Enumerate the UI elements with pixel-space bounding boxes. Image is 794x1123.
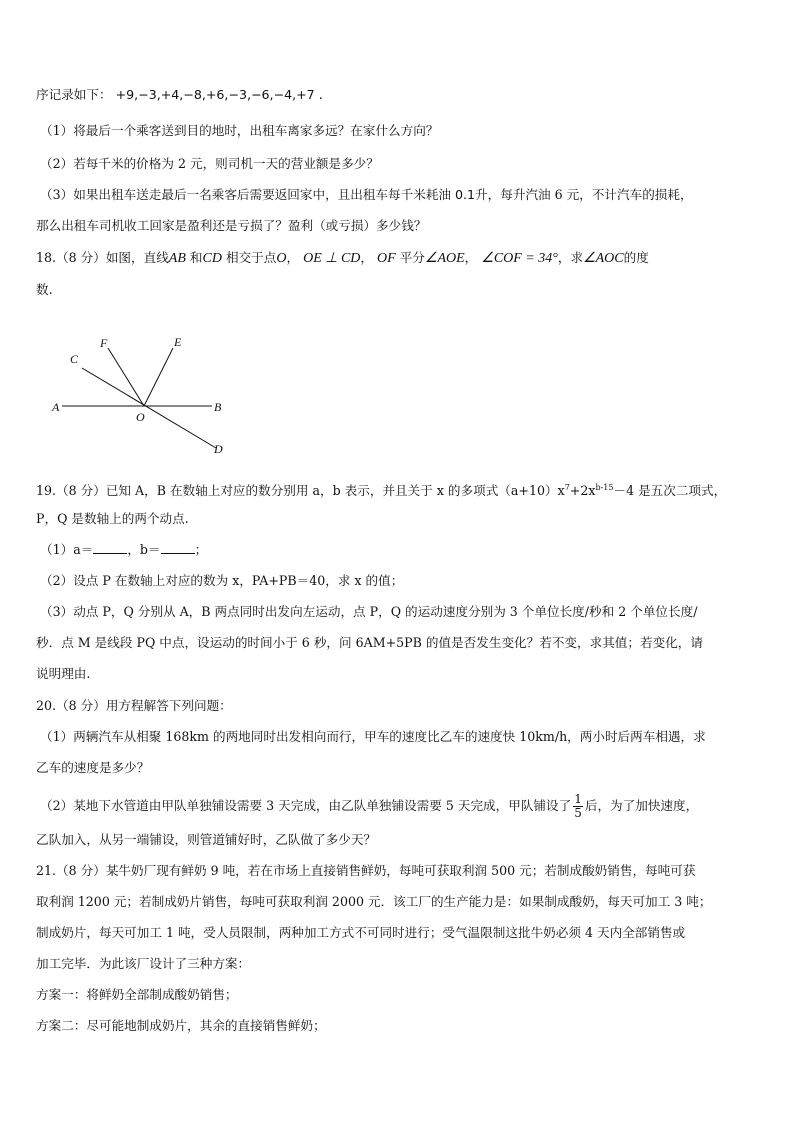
q21-plan2: 方案二：尽可能地制成奶片，其余的直接销售鲜奶； <box>36 1018 326 1033</box>
label-d: D <box>214 442 223 455</box>
label-o: O <box>136 410 145 424</box>
q18-head: 18.（8 分）如图，直线 <box>36 250 169 265</box>
label-e: E <box>174 335 182 349</box>
q19-l3c: ； <box>194 542 208 557</box>
q19-l1c: －4 是五次二项式， <box>613 483 727 499</box>
q17-part3-value: 0.1 <box>455 187 476 202</box>
q19-part3-end: 说明理由. <box>36 666 91 681</box>
q17-part1: （1）将最后一个乘客送到目的地时，出租车离家多远？在家什么方向？ <box>40 123 439 138</box>
q18-cd: CD <box>202 251 222 266</box>
q20-part1-cont: 乙车的速度是多少？ <box>36 760 150 775</box>
q18-angle-aoc: ∠AOC <box>583 251 624 266</box>
q17-part3-cont: 那么出租车司机收工回家是盈利还是亏损了？盈利（或亏损）多少钱？ <box>36 218 427 233</box>
q17-part3 <box>40 186 758 204</box>
q17-part3-b: 升，每升汽油 6 元，不计汽车的损耗， <box>475 187 693 202</box>
label-c: C <box>70 352 79 366</box>
q18-angle-aoe: ∠AOE <box>424 251 465 266</box>
q18-meet: 相交于点 <box>225 250 277 265</box>
q20-l3a: （2）某地下水管道由甲队单独铺设需要 3 天完成，由乙队单独铺设需要 5 天完成，甲队铺设了 <box>40 798 572 813</box>
q20-part2 <box>40 790 758 822</box>
q18-and: 和 <box>189 250 203 265</box>
q19-statement <box>36 479 758 500</box>
fraction-one-fifth <box>573 793 583 820</box>
q20-part2-cont: 乙队加入，从另一端铺设，则管道铺好时，乙队做了多少天？ <box>36 832 377 847</box>
q19-exp2: b-15 <box>595 483 614 492</box>
q20-l3b: 后，为了加快速度， <box>584 798 699 813</box>
q19-l3b: ，b＝ <box>127 542 161 557</box>
intro-line <box>36 86 758 104</box>
q19-part1 <box>40 541 758 559</box>
line-cd <box>82 368 216 448</box>
q20-head: 20.（8 分）用方程解答下列问题： <box>36 698 232 713</box>
q21-l3: 制成奶片，每天可加工 1 吨，受人员限制，两种加工方式不可同时进行；受气温限制这批牛奶必须 4 天内全部销售或 <box>36 925 686 940</box>
q17-part3-a: （3）如果出租车送走最后一名乘客后需要返回家中，且出租车每千米耗油 <box>40 187 452 202</box>
fraction-numerator: 1 <box>574 792 582 806</box>
q18-ab: AB <box>168 251 186 266</box>
answer-blank-a[interactable] <box>93 541 127 554</box>
q18-perp: OE ⊥ CD <box>303 251 361 266</box>
q19-exp1: 7 <box>564 483 570 492</box>
q18-ask: ，求 <box>557 250 584 265</box>
q18-statement: 18.（8 分）如图，直线AB 和CD 相交于点O， OE ⊥ CD， OF 平分∠AOE， ∠COF = 34°，求∠AOC的度 <box>36 250 649 266</box>
q21-l1: 21.（8 分）某牛奶厂现有鲜奶 9 吨，若在市场上直接销售鲜奶，每吨可获取利润 500 元；若制成酸奶销售，每吨可获 <box>36 863 696 878</box>
ray-oe <box>144 348 173 406</box>
q18-angle-cof: ∠COF = 34° <box>481 251 558 266</box>
answer-blank-b[interactable] <box>161 541 195 554</box>
intro-prefix: 序记录如下： <box>36 87 112 102</box>
q19-l3a: （1）a＝ <box>40 542 94 557</box>
q19-part2: （2）设点 P 在数轴上对应的数为 x，PA+PB＝40，求 x 的值； <box>40 573 404 588</box>
q18-o: O <box>276 251 287 266</box>
q19-l2: P，Q 是数轴上的两个动点. <box>36 511 189 526</box>
q19-l1b: +2x <box>569 483 596 499</box>
q19-part3: （3）动点 P，Q 分别从 A，B 两点同时出发向左运动，点 P，Q 的运动速度分别为 3 个单位长度/秒和 2 个单位长度/ <box>40 604 698 619</box>
q20-part1: （1）两辆汽车从相聚 168km 的两地同时出发相向而行，甲车的速度比乙车的速度快 10km/h，两小时后两车相遇，求 <box>40 729 706 744</box>
label-f: F <box>100 336 108 350</box>
q18-tail: 的度 <box>623 250 649 265</box>
label-a: A <box>52 400 60 414</box>
q19-l1a: 19.（8 分）已知 A，B 在数轴上对应的数分别用 a，b 表示，并且关于 x 的多项式（a+10）x <box>36 483 565 499</box>
geometry-figure <box>46 330 246 455</box>
intro-records: +9,−3,+4,−8,+6,−3,−6,−4,+7 <box>115 87 315 102</box>
intro-suffix: . <box>318 87 323 102</box>
q21-l4: 加工完毕．为此该厂设计了三种方案： <box>36 956 251 971</box>
q19-part3-cont: 秒．点 M 是线段 PQ 中点，设运动的时间小于 6 秒，问 6AM+5PB 的值是否发生变化？若不变，求其值；若变化，请 <box>36 635 703 650</box>
label-b: B <box>214 400 222 414</box>
ray-of <box>108 348 144 406</box>
fraction-denominator: 5 <box>574 806 582 820</box>
q18-bisect: 平分 <box>399 250 425 265</box>
q18-bisect-pre: OF <box>377 251 396 266</box>
q17-part2: （2）若每千米的价格为 2 元，则司机一天的营业额是多少？ <box>40 156 379 171</box>
q21-plan1: 方案一：将鲜奶全部制成酸奶销售； <box>36 987 238 1002</box>
q18-tail2: 数. <box>36 282 53 297</box>
q21-l2: 取利润 1200 元；若制成奶片销售，每吨可获取利润 2000 元．该工厂的生产能力是：如果制成酸奶，每天可加工 3 吨； <box>36 894 712 909</box>
